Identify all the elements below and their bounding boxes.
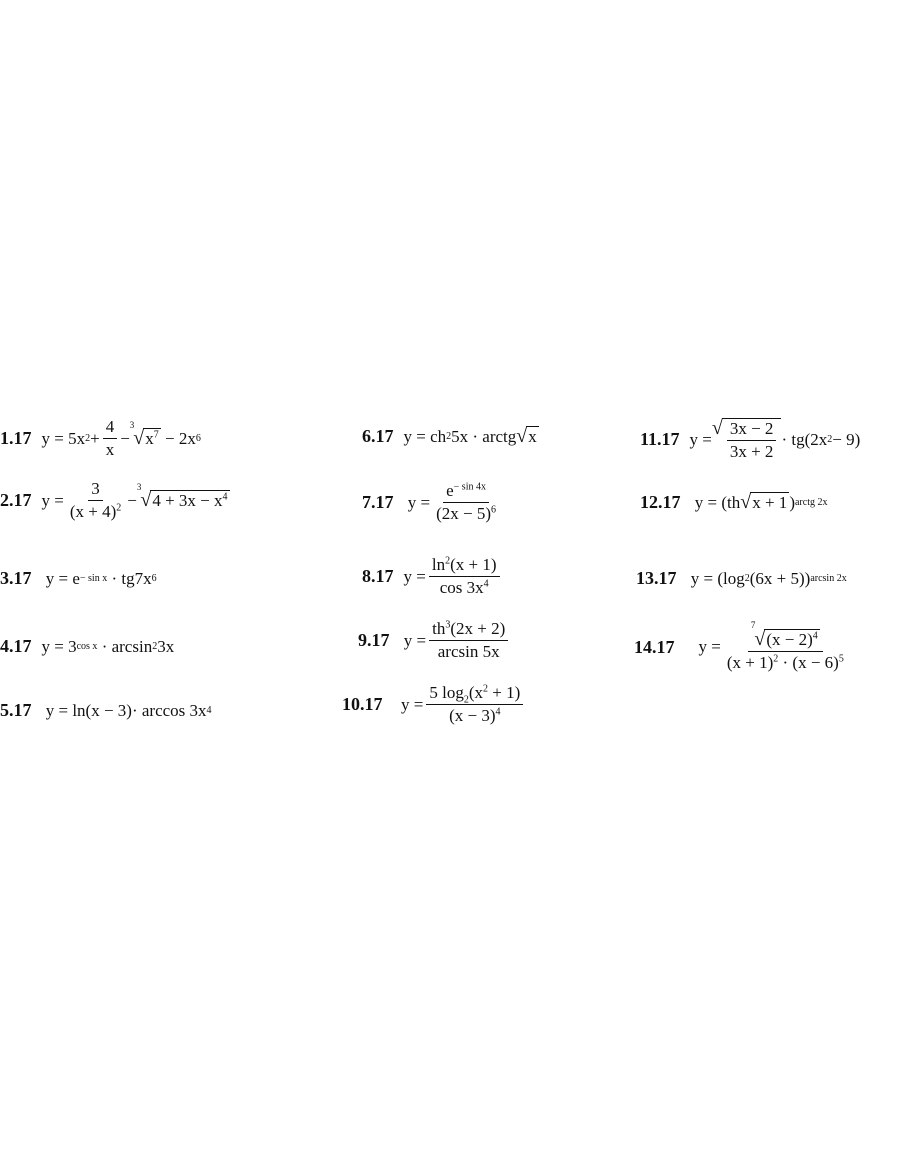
problem-7 — [362, 482, 502, 523]
problem-number: 10.17 — [342, 694, 383, 715]
problem-10 — [342, 684, 526, 725]
equation: y = $\frac{3}{(x + 4)^2}$ − 3 √ $4 + 3x - x^4$ — [41, 479, 228, 521]
problem-number: 7.17 — [362, 492, 394, 513]
problem-1 — [0, 418, 201, 459]
problem-number: 5.17 — [0, 700, 32, 720]
problem-2 — [0, 480, 230, 521]
problem-9 — [358, 620, 511, 661]
equation: y = $\frac{5 \log_2(x^2 + 1)}{(x - 3)^4}$ — [393, 684, 527, 725]
problem-5 — [0, 700, 212, 721]
equation: y = (th √ x + 1 ) arctg 2x — [690, 491, 828, 514]
problem-number: 12.17 — [640, 492, 681, 512]
problem-8 — [362, 556, 503, 597]
problem-13 — [636, 568, 847, 589]
equation: y = $\frac{th^3(2x + 2)}{\arcsin 5x}$ — [400, 620, 512, 661]
problem-number: 3.17 — [0, 568, 32, 588]
problem-number: 8.17 — [362, 566, 394, 587]
equation: y = $\frac{e^{- sin 4x}}{(2x - 5)^6}$ — [403, 481, 497, 523]
problem-number: 4.17 — [0, 636, 32, 656]
equation: y = ln(x − 3)· arccos 3x 4 — [41, 700, 212, 720]
equation: y = √ $\frac{3x - 2}{3x + 2}$ · tg(2x 2 − 9) — [689, 417, 861, 461]
problem-number: 2.17 — [0, 490, 32, 511]
problem-number: 9.17 — [358, 630, 390, 651]
equation: y = ch 2 5x · arctg √ x — [403, 425, 537, 448]
problem-6 — [362, 426, 539, 447]
equation: y = 5x 2 + $\frac{4}{x}$ − 3 √ $x^7$ − 2x 6 — [41, 417, 201, 459]
problem-11 — [640, 418, 860, 461]
problem-number: 14.17 — [634, 636, 675, 657]
equation: y = 3 cos x · arcsin 2 3x — [41, 636, 175, 656]
equation: y = $\frac{\ln^2(x + 1)}{\cos 3x^4}$ — [404, 556, 503, 597]
problem-number: 1.17 — [0, 428, 32, 449]
equation: y = e − sin x · tg7x 6 — [41, 568, 157, 588]
problem-12 — [640, 492, 827, 513]
equation: y = (log 2 (6x + 5)) arcsin 2x — [686, 568, 847, 588]
problem-3 — [0, 568, 157, 589]
problem-4 — [0, 636, 174, 657]
equation: y = 7 √ $(x - 2)^4$ $(x + 1)^2 \cdot (x - 6)^5$ — [698, 620, 844, 672]
problem-number: 13.17 — [636, 568, 677, 588]
problem-number: 6.17 — [362, 426, 394, 446]
problem-number: 11.17 — [640, 429, 680, 450]
problem-14 — [634, 622, 850, 672]
